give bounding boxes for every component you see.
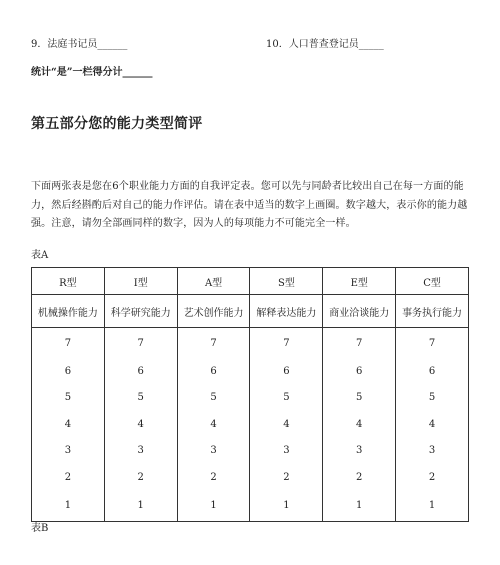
score-option[interactable]: 5 bbox=[177, 385, 250, 412]
score-option[interactable]: 1 bbox=[104, 491, 177, 522]
score-option[interactable]: 1 bbox=[323, 491, 396, 522]
score-option[interactable]: 5 bbox=[396, 385, 469, 412]
score-option[interactable]: 4 bbox=[323, 411, 396, 438]
ability-row bbox=[32, 295, 469, 328]
score-option[interactable]: 5 bbox=[323, 385, 396, 412]
score-option[interactable]: 7 bbox=[32, 328, 105, 359]
score-option[interactable]: 2 bbox=[250, 464, 323, 491]
score-option[interactable]: 2 bbox=[396, 464, 469, 491]
score-row bbox=[32, 491, 469, 522]
score-option[interactable]: 2 bbox=[177, 464, 250, 491]
score-option[interactable]: 1 bbox=[32, 491, 105, 522]
score-option[interactable]: 4 bbox=[250, 411, 323, 438]
score-option[interactable]: 2 bbox=[104, 464, 177, 491]
score-option[interactable]: 1 bbox=[396, 491, 469, 522]
type-header-row bbox=[32, 268, 469, 295]
type-cell: R型 bbox=[32, 268, 105, 295]
score-body bbox=[32, 328, 469, 522]
score-row bbox=[32, 438, 469, 465]
score-option[interactable]: 7 bbox=[177, 328, 250, 359]
score-row bbox=[32, 358, 469, 385]
score-option[interactable]: 4 bbox=[104, 411, 177, 438]
ability-cell: 科学研究能力 bbox=[104, 295, 177, 328]
ability-cell: 艺术创作能力 bbox=[177, 295, 250, 328]
score-option[interactable]: 6 bbox=[323, 358, 396, 385]
type-cell: A型 bbox=[177, 268, 250, 295]
score-option[interactable]: 3 bbox=[323, 438, 396, 465]
score-option[interactable]: 3 bbox=[32, 438, 105, 465]
yes-score-summary: 统计“是”一栏得分计______ bbox=[31, 67, 153, 78]
question-10: 10．人口普查登记员_____ bbox=[266, 39, 384, 50]
ability-cell: 事务执行能力 bbox=[396, 295, 469, 328]
score-option[interactable]: 3 bbox=[104, 438, 177, 465]
intro-paragraph: 下面两张表是您在6个职业能力方面的自我评定表。您可以先与同龄者比较出自己在每一方面的能力，然后经斟酌后对自己的能力作评估。请在表中适当的数字上画圈。数字越大，表示你的能力越强。注意，请勿全部画同样的数字，因为人的每项能力不可能完全一样。 bbox=[31, 181, 468, 229]
score-option[interactable]: 4 bbox=[177, 411, 250, 438]
question-9: 9．法庭书记员______ bbox=[31, 39, 128, 50]
score-option[interactable]: 6 bbox=[32, 358, 105, 385]
score-option[interactable]: 1 bbox=[250, 491, 323, 522]
score-option[interactable]: 7 bbox=[396, 328, 469, 359]
type-cell: C型 bbox=[396, 268, 469, 295]
score-option[interactable]: 3 bbox=[177, 438, 250, 465]
score-option[interactable]: 6 bbox=[104, 358, 177, 385]
score-option[interactable]: 3 bbox=[250, 438, 323, 465]
type-cell: E型 bbox=[323, 268, 396, 295]
score-option[interactable]: 2 bbox=[323, 464, 396, 491]
score-option[interactable]: 2 bbox=[32, 464, 105, 491]
score-option[interactable]: 5 bbox=[104, 385, 177, 412]
score-option[interactable]: 5 bbox=[250, 385, 323, 412]
score-option[interactable]: 6 bbox=[177, 358, 250, 385]
type-cell: I型 bbox=[104, 268, 177, 295]
ability-table-a bbox=[31, 267, 469, 522]
score-option[interactable]: 1 bbox=[177, 491, 250, 522]
score-row bbox=[32, 464, 469, 491]
score-option[interactable]: 4 bbox=[396, 411, 469, 438]
table-b-label: 表B bbox=[31, 523, 49, 534]
score-option[interactable]: 6 bbox=[250, 358, 323, 385]
section-title: 第五部分您的能力类型简评 bbox=[31, 116, 203, 132]
score-option[interactable]: 7 bbox=[323, 328, 396, 359]
score-row bbox=[32, 411, 469, 438]
type-cell: S型 bbox=[250, 268, 323, 295]
score-option[interactable]: 4 bbox=[32, 411, 105, 438]
score-option[interactable]: 3 bbox=[396, 438, 469, 465]
ability-cell: 机械操作能力 bbox=[32, 295, 105, 328]
score-option[interactable]: 5 bbox=[32, 385, 105, 412]
score-row bbox=[32, 328, 469, 359]
score-option[interactable]: 7 bbox=[104, 328, 177, 359]
score-option[interactable]: 6 bbox=[396, 358, 469, 385]
ability-cell: 解释表达能力 bbox=[250, 295, 323, 328]
score-row bbox=[32, 385, 469, 412]
score-option[interactable]: 7 bbox=[250, 328, 323, 359]
ability-cell: 商业洽谈能力 bbox=[323, 295, 396, 328]
table-a-label: 表A bbox=[31, 250, 49, 261]
